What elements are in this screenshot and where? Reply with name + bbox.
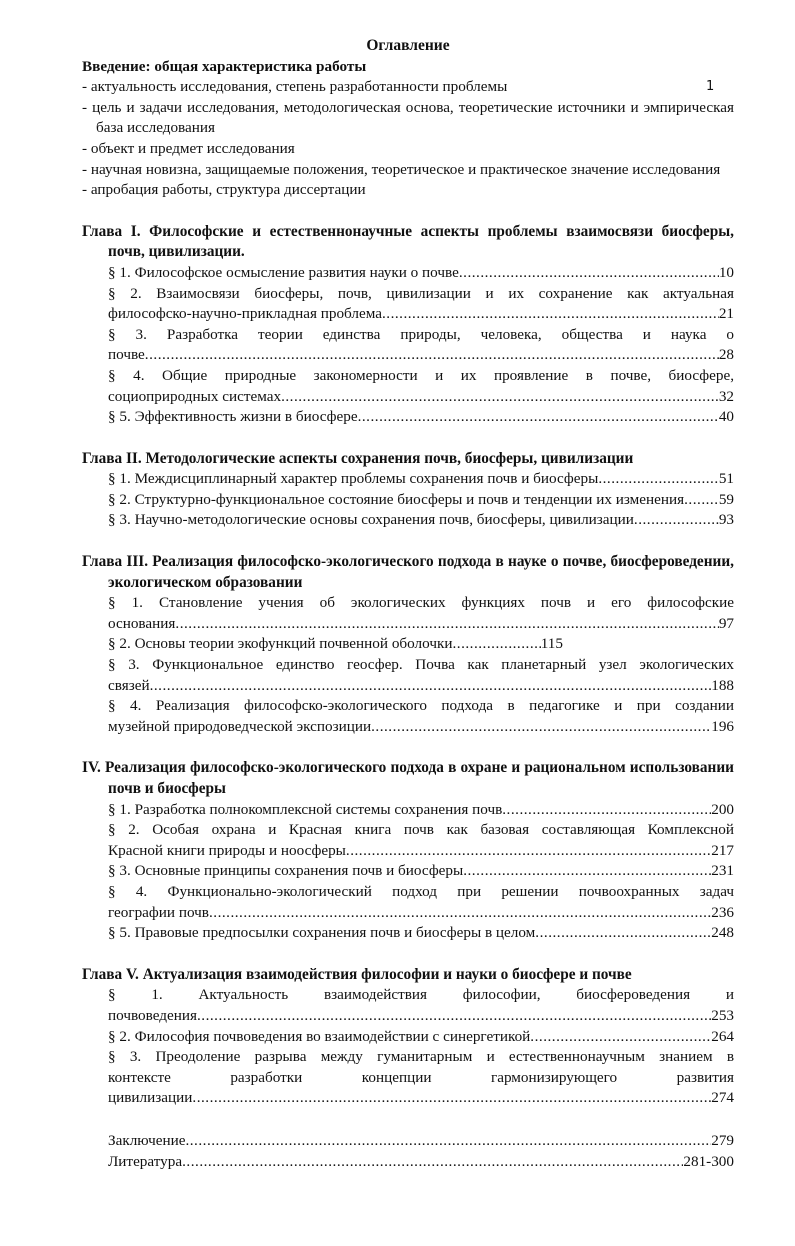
back-matter [108,1131,734,1172]
page-number: 253 [711,1006,734,1024]
toc-section-entry[interactable] [108,696,734,737]
toc-entry-line[interactable] [108,407,734,428]
toc-section-entry[interactable] [108,1047,734,1109]
entry-title: § 5. Эффективность жизни в биосфере [108,408,358,426]
entry-lead-text: § 3. Разработка теории единства природы, человека, общества и наука о [108,325,734,343]
dot-leader [684,490,719,511]
dot-leader [281,387,719,408]
page-number: 115 [540,635,563,653]
toc-entry-line[interactable] [108,614,734,635]
entry-title: § 2. Основы теории экофункций почвенной оболочки [108,635,453,653]
toc-section-entry[interactable] [108,325,734,366]
chapter-title[interactable]: Глава III. Реализация философско-экологического подхода в науке о почве, биосфероведении, экологическом образовании [82,553,734,591]
entry-title: § 2. Структурно-функциональное состояние биосферы и почв и тенденции их изменения [108,490,685,508]
page-number: 248 [711,924,734,942]
toc-section-entry[interactable] [108,923,734,944]
entry-lead-text: § 2. Особая охрана и Красная книга почв как базовая составляющая Комплексной [108,821,734,839]
entry-title: § 1. Философское осмысление развития науки о почве [108,263,459,281]
chapter-title[interactable]: Глава V. Актуализация взаимодействия философии и науки о биосфере и почве [82,965,632,983]
toc-title: Оглавление [366,37,450,54]
chapter-1 [82,222,734,428]
dot-leader [598,469,718,490]
entry-title: § 5. Правовые предпосылки сохранения почв и биосферы в целом [108,924,536,942]
entry-title: основания [108,614,176,632]
page-number: 21 [718,305,734,323]
toc-entry-line[interactable] [108,1006,734,1027]
dot-leader [371,717,711,738]
toc-section-entry[interactable] [108,861,734,882]
back-matter-entry[interactable] [108,1131,734,1152]
page-number: 59 [718,490,734,508]
toc-section-entry[interactable] [108,366,734,407]
dot-leader [197,1006,711,1027]
chapter-5 [82,965,734,1109]
dot-leader [175,614,718,635]
table-of-contents [82,36,734,1172]
toc-section-entry[interactable] [108,655,734,696]
entry-lead-text: § 4. Функционально-экологический подход при решении почвоохранных задач [108,882,734,900]
toc-entry-line[interactable] [108,841,734,862]
chapter-3 [82,552,734,737]
entry-title: музейной природоведческой экспозиции [108,717,372,735]
toc-entry-line[interactable] [108,304,734,325]
dot-leader [459,263,719,284]
page-number: 40 [718,408,734,426]
toc-entry-line[interactable] [108,923,734,944]
toc-entry-line[interactable] [108,861,734,882]
dot-leader [452,634,540,655]
entry-title: географии почв [108,903,209,921]
intro-item: - научная новизна, защищаемые положения, теоретическое и практическое значение исследования [82,160,721,178]
page-number: 231 [711,862,734,880]
page-number: 97 [718,614,734,632]
toc-entry-line[interactable] [108,469,734,490]
page-number: 196 [711,717,734,735]
toc-entry-line[interactable] [108,490,734,511]
page-number: 274 [711,1089,734,1107]
chapter-title[interactable]: IV. Реализация философско-экологического подхода в охране и рациональном использовании почв и биосферы [82,759,734,797]
page-number: 93 [718,511,734,529]
entry-title: связей [108,676,150,694]
intro-item: - цель и задачи исследования, методологическая основа, теоретические источники и эмпирическая база исследования [82,98,734,137]
intro-item: - актуальность исследования, степень разработанности проблемы 1 [82,78,715,96]
toc-entry-line[interactable] [108,800,734,821]
toc-entry-line[interactable] [108,263,734,284]
entry-title: почве [108,346,145,364]
entry-lead-text: § 2. Взаимосвязи биосферы, почв, цивилизации и их сохранение как актуальная [108,284,734,302]
intro-item: - объект и предмет исследования [82,139,295,157]
toc-entry-line[interactable] [108,903,734,924]
intro-item: - апробация работы, структура диссертации [82,181,366,199]
dot-leader [182,1152,683,1173]
toc-section-entry[interactable] [108,1027,734,1048]
toc-section-entry[interactable] [108,634,734,655]
dot-leader [502,800,711,821]
chapter-title[interactable]: Глава I. Философские и естественнонаучные аспекты проблемы взаимосвязи биосферы, почв, цивилизации. [82,222,734,261]
toc-section-entry[interactable] [108,510,734,531]
entry-lead-text: § 4. Общие природные закономерности и их проявление в почве, биосфере, [108,366,734,384]
entry-title: § 1. Разработка полнокомплексной системы сохранения почв [108,800,503,818]
chapter-title[interactable]: Глава II. Методологические аспекты сохранения почв, биосферы, цивилизации [82,449,634,467]
intro-heading: Введение: общая характеристика работы [82,57,367,75]
page-number: 217 [711,841,734,859]
toc-section-entry[interactable] [108,820,734,861]
page-number: 10 [718,263,734,281]
page-number: 236 [711,903,734,921]
toc-section-entry[interactable] [108,469,734,490]
entry-lead-text: контексте разработки концепции гармонизирующего развития [108,1068,734,1086]
toc-entry-line[interactable] [108,345,734,366]
entry-lead-text: § 4. Реализация философско-экологического подхода в педагогике и при создании [108,697,734,715]
page-number: 32 [718,387,734,405]
toc-section-entry[interactable] [108,800,734,821]
toc-entry-line[interactable] [108,510,734,531]
page-number: 51 [718,470,734,488]
toc-entry-line[interactable] [108,717,734,738]
chapters-list [82,222,734,1109]
entry-title: социоприродных системах [108,387,282,405]
dot-leader [346,841,711,862]
page-number: 200 [711,800,734,818]
toc-entry-line[interactable] [108,1088,734,1109]
page-number: 188 [711,676,734,694]
page-number: 28 [718,346,734,364]
entry-lead-text: § 3. Функциональное единство геосфер. Почва как планетарный узел экологических [108,656,734,674]
chapter-4 [82,758,734,943]
toc-entry-line[interactable] [108,634,563,655]
entry-title: § 3. Научно-методологические основы сохранения почв, биосферы, цивилизации [108,511,634,529]
page-number: 279 [711,1131,734,1149]
chapter-2 [82,449,734,531]
page-number: 281-300 [683,1152,734,1170]
back-matter-entry[interactable] [108,1152,734,1173]
dot-leader [463,861,711,882]
entry-title: § 3. Основные принципы сохранения почв и биосферы [108,862,464,880]
toc-entry-line[interactable] [108,387,734,408]
entry-title: философско-научно-прикладная проблема [108,305,382,323]
toc-section-entry[interactable] [108,263,734,284]
entry-title: Литература [108,1152,183,1170]
toc-section-entry[interactable] [108,284,734,325]
entry-lead-text: § 3. Преодоление разрыва между гуманитарным и естественнонаучным знанием в [108,1048,734,1066]
toc-section-entry[interactable] [108,882,734,923]
dot-leader [358,407,719,428]
toc-section-entry[interactable] [108,985,734,1026]
entry-title: почвоведения [108,1006,197,1024]
dot-leader [535,923,711,944]
page-number: 264 [711,1027,734,1045]
entry-lead-text: § 1. Актуальность взаимодействия философии, биосфероведения и [108,986,734,1004]
dot-leader [634,510,719,531]
entry-title: § 2. Философия почвоведения во взаимодействии с синергетикой [108,1027,531,1045]
toc-section-entry[interactable] [108,407,734,428]
toc-entry-line[interactable] [108,1027,734,1048]
toc-entry-line[interactable] [108,676,734,697]
dot-leader [382,304,719,325]
dot-leader [530,1027,711,1048]
entry-title: § 1. Междисциплинарный характер проблемы сохранения почв и биосферы [108,470,599,488]
toc-section-entry[interactable] [108,593,734,634]
toc-section-entry[interactable] [108,490,734,511]
dot-leader [185,1131,711,1152]
intro-section [82,57,734,201]
entry-title: цивилизации [108,1089,193,1107]
dot-leader [145,345,719,366]
entry-title: Заключение [108,1131,186,1149]
dot-leader [209,903,711,924]
entry-lead-text: § 1. Становление учения об экологических функциях почв и его философские [108,594,734,612]
dot-leader [150,676,712,697]
dot-leader [192,1088,711,1109]
entry-title: Красной книги природы и ноосферы [108,841,346,859]
